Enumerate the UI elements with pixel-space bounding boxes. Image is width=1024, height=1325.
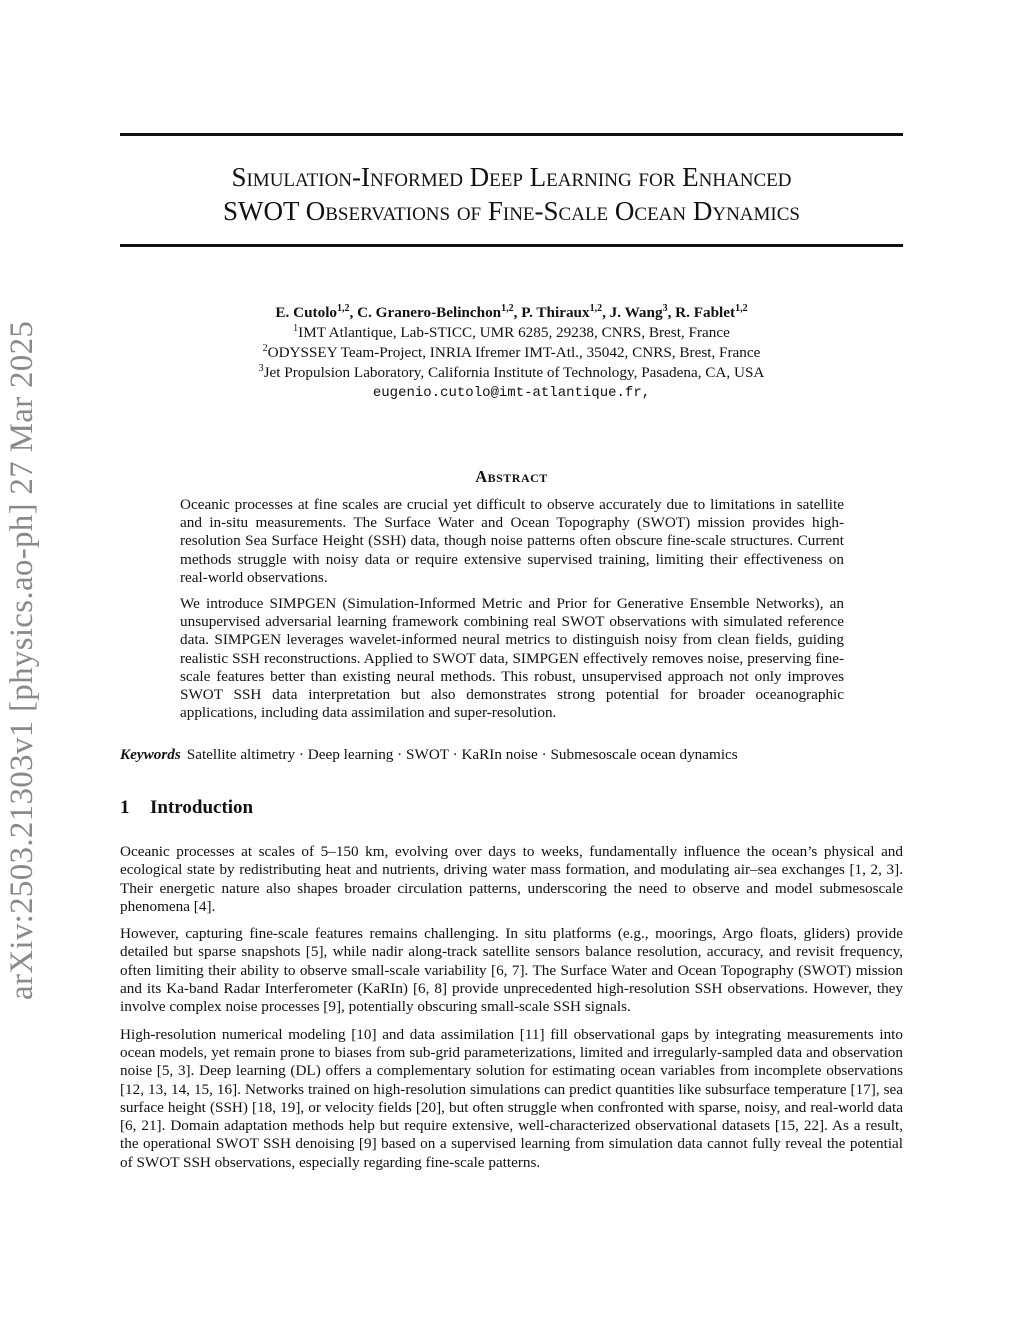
affiliation-text: ODYSSEY Team-Project, INRIA Ifremer IMT-Atl., 35042, CNRS, Brest, France: [267, 344, 761, 361]
author-affiliation-mark: 1,2: [735, 302, 748, 314]
section-heading: [120, 797, 253, 819]
abstract-paragraph: We introduce SIMPGEN (Simulation-Informed Metric and Prior for Generative Ensemble Networks), an unsupervised adversarial learning framework combining real SWOT observations with simulated reference data. SIMPGEN leverages wavelet-informed neural metrics to distinguish noisy from clean fields, guiding realistic SSH reconstructions. Applied to SWOT data, SIMPGEN effectively removes noise, preserving fine-scale features better than existing neural methods. This robust, unsupervised approach not only improves SWOT SSH data interpretation but also demonstrates strong potential for broader oceanographic applications, including data assimilation and super-resolution.: [180, 595, 844, 722]
section-body: [120, 843, 903, 1181]
body-paragraph: However, capturing fine-scale features remains challenging. In situ platforms (e.g., moorings, Argo floats, gliders) provide detailed but sparse snapshots [5], while nadir along-track satellite sensors balance resolution, accuracy, and revisit frequency, often limiting their ability to observe small-scale variability [6, 7]. The Surface Water and Ocean Topography (SWOT) mission and its Ka-band Radar Interferometer (KaRIn) [6, 8] provide unprecedented high-resolution SSH observations. However, they involve complex noise processes [9], potentially obscuring small-scale SSH signals.: [120, 925, 903, 1016]
author-affiliation-mark: 3: [662, 302, 668, 314]
affiliation-text: IMT Atlantique, Lab-STICC, UMR 6285, 29238, CNRS, Brest, France: [298, 324, 730, 341]
author-name: C. Granero-Belinchon: [357, 304, 502, 321]
affiliation-text: Jet Propulsion Laboratory, California Institute of Technology, Pasadena, CA, USA: [263, 364, 765, 381]
affiliation: [120, 323, 903, 343]
keywords-label: Keywords: [120, 746, 181, 763]
arxiv-identifier[interactable]: arXiv:2503.21303v1 [physics.ao-ph] 27 Mar 2025: [4, 320, 40, 1000]
author-name: J. Wang: [609, 304, 663, 321]
section-number: 1: [120, 797, 130, 818]
author-affiliation-mark: 1,2: [337, 302, 350, 314]
section-title: Introduction: [150, 797, 254, 818]
title-line-2: SWOT Observations of Fine-Scale Ocean Dynamics: [223, 196, 800, 226]
keywords-text: Satellite altimetry · Deep learning · SWOT · KaRIn noise · Submesoscale ocean dynamics: [186, 746, 738, 763]
affiliation-mark: 3: [258, 362, 264, 374]
affiliation: [120, 343, 903, 363]
affiliation-mark: 2: [262, 342, 268, 354]
author-affiliation-mark: 1,2: [501, 302, 514, 314]
affiliation-mark: 1: [293, 322, 299, 334]
keywords-line: [120, 746, 903, 764]
abstract-paragraph: Oceanic processes at fine scales are crucial yet difficult to observe accurately due to limitations in satellite and in-situ measurements. The Surface Water and Ocean Topography (SWOT) mission provides high-resolution Sea Surface Height (SSH) data, though noise patterns often obscure fine-scale structures. Current methods struggle with noisy data or require extensive supervised training, limiting their effectiveness on real-world observations.: [180, 496, 844, 586]
author-name: P. Thiraux: [521, 304, 590, 321]
abstract-body: [180, 496, 844, 730]
author-list: E. Cutolo$^{1,2}$, C. Granero-Belinchon$^{1,2}$, P. Thiraux$^{1,2}$, J. Wang$^3$, R. Fablet$^{1,2}$: [275, 302, 748, 321]
affiliation: [120, 363, 903, 383]
title-rule-top: [120, 133, 903, 136]
abstract-heading: Abstract: [475, 467, 548, 486]
paper-title: [120, 160, 903, 228]
author-affiliation-mark: 1,2: [589, 302, 603, 314]
body-paragraph: High-resolution numerical modeling [10] and data assimilation [11] fill observational gaps by integrating measurements into ocean models, yet remain prone to biases from sub-grid parameterizations, limited and irregularly-sampled data and observation noise [5, 3]. Deep learning (DL) offers a complementary solution for estimating ocean variables from incomplete observations [12, 13, 14, 15, 16]. Networks trained on high-resolution simulations can predict quantities like subsurface temperature [17], sea surface height (SSH) [18, 19], or velocity fields [20], but often struggle when confronted with sparse, noisy, and real-world data [6, 21]. Domain adaptation methods help but require extensive, well-characterized observational datasets [15, 22]. As a result, the operational SWOT SSH denoising [9] based on a supervised learning from simulation data cannot fully reveal the potential of SWOT SSH observations, especially regarding fine-scale patterns.: [120, 1025, 903, 1171]
author-name: R. Fablet: [675, 304, 736, 321]
author-email[interactable]: eugenio.cutolo@imt-atlantique.fr,: [372, 385, 651, 401]
body-paragraph: Oceanic processes at scales of 5–150 km, evolving over days to weeks, fundamentally influence the ocean’s physical and ecological state by redistributing heat and nutrients, driving water mass formation, and modulating air–sea exchanges [1, 2, 3]. Their energetic nature also shapes broader circulation patterns, underscoring the need to observe and model submesoscale phenomena [4].: [120, 843, 903, 915]
title-rule-bottom: [120, 244, 903, 247]
author-block: [120, 303, 903, 403]
title-line-1: Simulation-Informed Deep Learning for Enhanced: [231, 162, 792, 192]
author-name: E. Cutolo: [275, 304, 338, 321]
